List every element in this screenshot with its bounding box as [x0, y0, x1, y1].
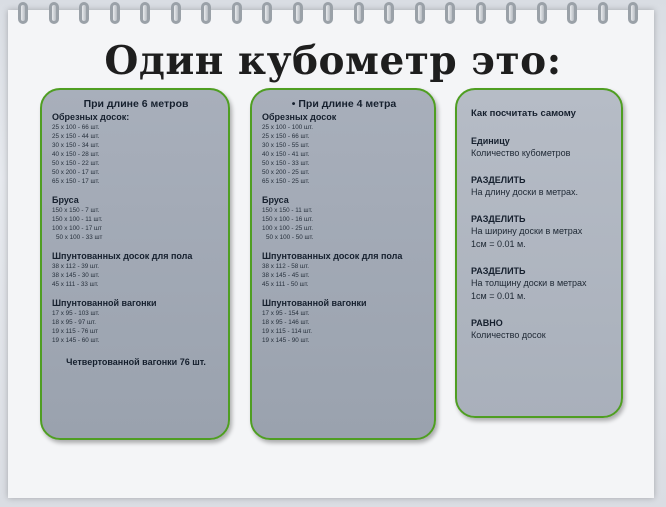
- list-item: 50 x 200 - 17 шт.: [52, 169, 100, 176]
- binder-ring-icon: [628, 2, 638, 24]
- binder-ring-icon: [293, 2, 303, 24]
- list-item: 100 x 100 - 25 шт.: [262, 225, 313, 232]
- step-text: На ширину доски в метрах 1см = 0.01 м.: [471, 226, 583, 249]
- binder-ring-icon: [201, 2, 211, 24]
- binder-ring-icon: [49, 2, 59, 24]
- list-item: 150 x 150 - 11 шт.: [262, 207, 313, 214]
- list-item: 17 x 95 - 103 шт.: [52, 310, 100, 317]
- section-title: Обрезных досок: [262, 112, 337, 122]
- binder-ring-icon: [476, 2, 486, 24]
- list-item: 45 x 111 - 50 шт.: [262, 281, 309, 288]
- binder-ring-icon: [110, 2, 120, 24]
- step-heading: РАЗДЕЛИТЬ: [471, 214, 526, 224]
- list-item: 30 x 150 - 34 шт.: [52, 142, 100, 149]
- step-heading: РАВНО: [471, 318, 503, 328]
- list-item: 25 x 150 - 44 шт.: [52, 133, 100, 140]
- list-item: 25 x 150 - 66 шт.: [262, 133, 310, 140]
- list-item: 30 x 150 - 55 шт.: [262, 142, 310, 149]
- panel-4-meters: [250, 88, 436, 440]
- list-item: 19 x 115 - 76 шт: [52, 328, 98, 335]
- list-item: 25 x 100 - 100 шт.: [262, 124, 313, 131]
- list-item: 18 x 95 - 146 шт.: [262, 319, 310, 326]
- list-item: 38 x 112 - 39 шт.: [52, 263, 100, 270]
- list-item: 19 x 145 - 60 шт.: [52, 337, 100, 344]
- panel-how-to-calculate: [455, 88, 623, 418]
- list-item: 19 x 115 - 114 шт.: [262, 328, 313, 335]
- list-item: 25 x 100 - 66 шт.: [52, 124, 100, 131]
- binder-ring-icon: [384, 2, 394, 24]
- step-text: На толщину доски в метрах 1см = 0.01 м.: [471, 278, 587, 301]
- step-text: На длину доски в метрах.: [471, 187, 579, 197]
- step-text: Количество досок: [471, 330, 546, 340]
- panel-heading: При длине 6 метров: [83, 98, 189, 110]
- list-item: 50 x 200 - 25 шт.: [262, 169, 310, 176]
- panel-6-meters: [40, 88, 230, 440]
- list-item: 19 x 145 - 90 шт.: [262, 337, 310, 344]
- list-item: 38 x 112 - 58 шт.: [262, 263, 310, 270]
- list-item: 17 x 95 - 154 шт.: [262, 310, 310, 317]
- step-heading: РАЗДЕЛИТЬ: [471, 175, 526, 185]
- list-item: 45 x 111 - 33 шт.: [52, 281, 99, 288]
- list-item: 65 x 150 - 25 шт.: [262, 178, 310, 185]
- step-heading: Единицу: [471, 136, 510, 146]
- section-title: Шпунтованных досок для пола: [52, 251, 193, 261]
- list-item: 50 x 150 - 22 шт.: [52, 160, 100, 167]
- binder-ring-icon: [354, 2, 364, 24]
- list-item: 40 x 150 - 28 шт.: [52, 151, 100, 158]
- section-title: Бруса: [262, 195, 289, 205]
- binder-ring-icon: [445, 2, 455, 24]
- section-title: Шпунтованной вагонки: [262, 298, 367, 308]
- binder-ring-icon: [567, 2, 577, 24]
- panel-heading: • При длине 4 метра: [291, 98, 397, 110]
- list-item: 38 x 145 - 45 шт.: [262, 272, 310, 279]
- final-note: Четвертованной вагонки 76 шт.: [66, 357, 206, 367]
- binder-ring-icon: [598, 2, 608, 24]
- binder-ring-icon: [323, 2, 333, 24]
- list-item: 65 x 150 - 17 шт.: [52, 178, 100, 185]
- list-item: 150 x 100 - 11 шт.: [52, 216, 103, 223]
- list-item: 150 x 100 - 16 шт.: [262, 216, 313, 223]
- binder-ring-icon: [415, 2, 425, 24]
- binder-ring-icon: [140, 2, 150, 24]
- section-title: Шпунтованной вагонки: [52, 298, 157, 308]
- binder-ring-icon: [18, 2, 28, 24]
- section-title: Шпунтованных досок для пола: [262, 251, 403, 261]
- list-item: 18 x 95 - 97 шт.: [52, 319, 96, 326]
- section-title: Обрезных досок:: [52, 112, 130, 122]
- list-item: 150 x 150 - 7 шт.: [52, 207, 100, 214]
- page-title: Один кубометр это:: [104, 38, 562, 84]
- binder-ring-icon: [171, 2, 181, 24]
- list-item: 38 x 145 - 30 шт.: [52, 272, 100, 279]
- list-item: 50 x 100 - 50 шт.: [266, 234, 314, 241]
- binder-rings: [18, 2, 648, 28]
- panel-heading: Как посчитать самому: [471, 108, 576, 119]
- step-text: Количество кубометров: [471, 148, 571, 158]
- binder-ring-icon: [506, 2, 516, 24]
- list-item: 40 x 150 - 41 шт.: [262, 151, 310, 158]
- binder-ring-icon: [537, 2, 547, 24]
- binder-ring-icon: [232, 2, 242, 24]
- list-item: 50 x 100 - 33 шт: [56, 234, 103, 241]
- section-title: Бруса: [52, 195, 79, 205]
- binder-ring-icon: [79, 2, 89, 24]
- list-item: 50 x 150 - 33 шт.: [262, 160, 310, 167]
- list-item: 100 x 100 - 17 шт: [52, 225, 102, 232]
- binder-ring-icon: [262, 2, 272, 24]
- step-heading: РАЗДЕЛИТЬ: [471, 266, 526, 276]
